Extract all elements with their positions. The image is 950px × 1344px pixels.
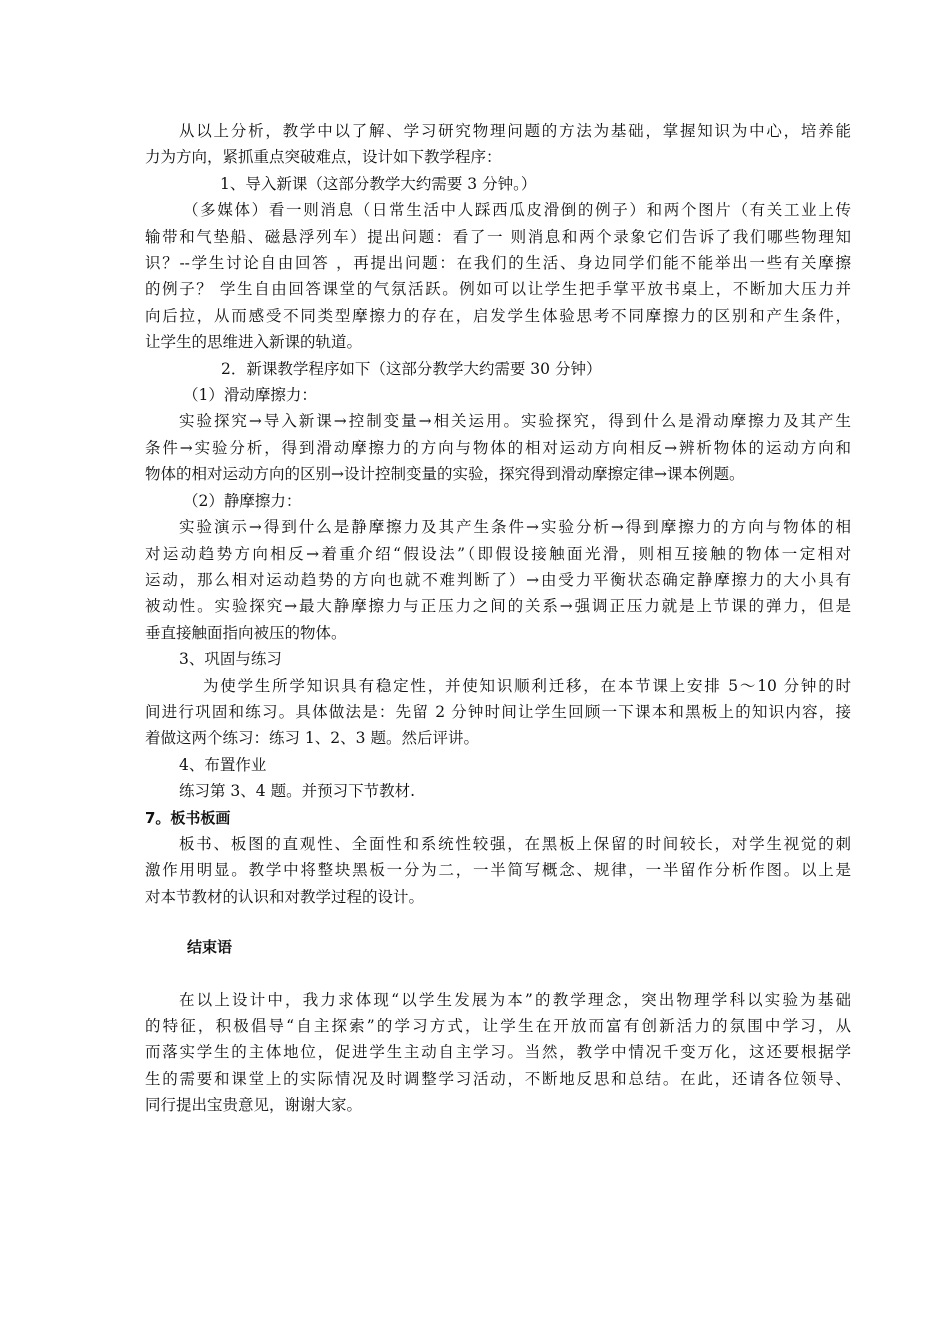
section7-heading: 7。板书板画 [145, 808, 231, 827]
static-friction-paragraph [145, 514, 851, 646]
paragraph-line: 对本节教材的认识和对教学过程的设计。 [145, 887, 425, 906]
step1-paragraph [145, 197, 851, 355]
paragraph-line: 的例子？ 学生自由回答课堂的气氛活跃。例如可以让学生把手掌平放书桌上，不断加大压力并 [145, 280, 851, 299]
intro-paragraph [145, 118, 851, 171]
step4-paragraph: 练习第 3、4 题。并预习下节教材. [179, 782, 416, 801]
paragraph-line: 实验探究→导入新课→控制变量→相关运用。实验探究，得到什么是滑动摩擦力及其产生 [179, 412, 851, 431]
paragraph-line: 向后拉，从而感受不同类型摩擦力的存在，启发学生体验思考不同摩擦力的区别和产生条件， [145, 306, 851, 325]
paragraph-line: （多媒体）看一则消息（日常生活中人踩西瓜皮滑倒的例子）和两个图片（有关工业上传 [183, 201, 851, 220]
paragraph-line: 的特征，积极倡导“自主探索”的学习方式，让学生在开放而富有创新活力的氛围中学习，从 [145, 1017, 851, 1035]
step4-heading: 4、布置作业 [179, 755, 267, 774]
section-spacer [145, 961, 851, 987]
paragraph-line: 条件→实验分析，得到滑动摩擦力的方向与物体的相对运动方向相反→辨析物体的运动方向和 [145, 438, 851, 457]
paragraph-line: 识？--学生讨论自由回答 ，再提出问题：在我们的生活、身边同学们能不能举出一些有关摩擦 [145, 254, 851, 273]
step3-paragraph [145, 673, 851, 752]
step1-heading: 1、导入新课（这部分教学大约需要 3 分钟。） [220, 174, 537, 193]
paragraph-line: 让学生的思维进入新课的轨道。 [145, 333, 363, 352]
document-page [145, 118, 851, 1119]
paragraph-line: 从以上分析，教学中以了解、学习研究物理问题的方法为基础，掌握知识为中心，培养能 [179, 122, 851, 140]
paragraph-line: 间进行巩固和练习。具体做法是：先留 2 分钟时间让学生回顾一下课本和黑板上的知识内容，接 [145, 702, 851, 721]
paragraph-line: 而落实学生的主体地位，促进学生主动自主学习。当然，教学中情况千变万化，这还要根据学 [145, 1043, 851, 1062]
paragraph-line: 被动性。实验探究→最大静摩擦力与正压力之间的关系→强调正压力就是上节课的弹力，但是 [145, 597, 851, 616]
closing-paragraph [145, 987, 851, 1119]
paragraph-line: 实验演示→得到什么是静摩擦力及其产生条件→实验分析→得到摩擦力的方向与物体的相 [179, 518, 851, 537]
paragraph-line: 运动，那么相对运动趋势的方向也就不难判断了）→由受力平衡状态确定静摩擦力的大小具有 [145, 570, 851, 589]
sliding-friction-heading: （1）滑动摩擦力： [183, 386, 317, 405]
paragraph-line: 板书、板图的直观性、全面性和系统性较强，在黑板上保留的时间较长，对学生视觉的刺 [179, 834, 851, 853]
paragraph-line: 对运动趋势方向相反→着重介绍“假设法”（即假设接触面光滑，则相互接触的物体一定相对 [145, 544, 851, 563]
step2-heading: 2．新课教学程序如下（这部分教学大约需要 30 分钟） [221, 359, 602, 378]
paragraph-line: 在以上设计中，我力求体现“以学生发展为本”的教学理念，突出物理学科以实验为基础 [179, 990, 851, 1009]
paragraph-line: 激作用明显。教学中将整块黑板一分为二，一半简写概念、规律，一半留作分析作图。以上是 [145, 861, 851, 880]
paragraph-line: 力为方向，紧抓重点突破难点，设计如下教学程序： [145, 148, 502, 167]
paragraph-line: 同行提出宝贵意见，谢谢大家。 [145, 1096, 363, 1115]
section-spacer [145, 910, 851, 934]
static-friction-heading: （2）静摩擦力： [183, 491, 302, 510]
paragraph-line: 生的需要和课堂上的实际情况及时调整学习活动，不断地反思和总结。在此，还请各位领导、 [145, 1069, 851, 1088]
section7-paragraph [145, 831, 851, 910]
closing-heading: 结束语 [187, 938, 233, 957]
paragraph-line: 垂直接触面指向被压的物体。 [145, 623, 347, 642]
step3-heading: 3、巩固与练习 [179, 650, 282, 669]
paragraph-line: 着做这两个练习：练习 1、2、3 题。然后评讲。 [145, 729, 479, 748]
paragraph-line: 输带和气垫船、磁悬浮列车）提出问题：看了一 则消息和两个录象它们告诉了我们哪些物理知 [145, 227, 851, 246]
paragraph-line: 为使学生所学知识具有稳定性，并使知识顺利迁移，在本节课上安排 5～10 分钟的时 [203, 676, 851, 695]
sliding-friction-paragraph [145, 408, 851, 487]
paragraph-line: 物体的相对运动方向的区别→设计控制变量的实验，探究得到滑动摩擦定律→课本例题。 [145, 465, 745, 484]
